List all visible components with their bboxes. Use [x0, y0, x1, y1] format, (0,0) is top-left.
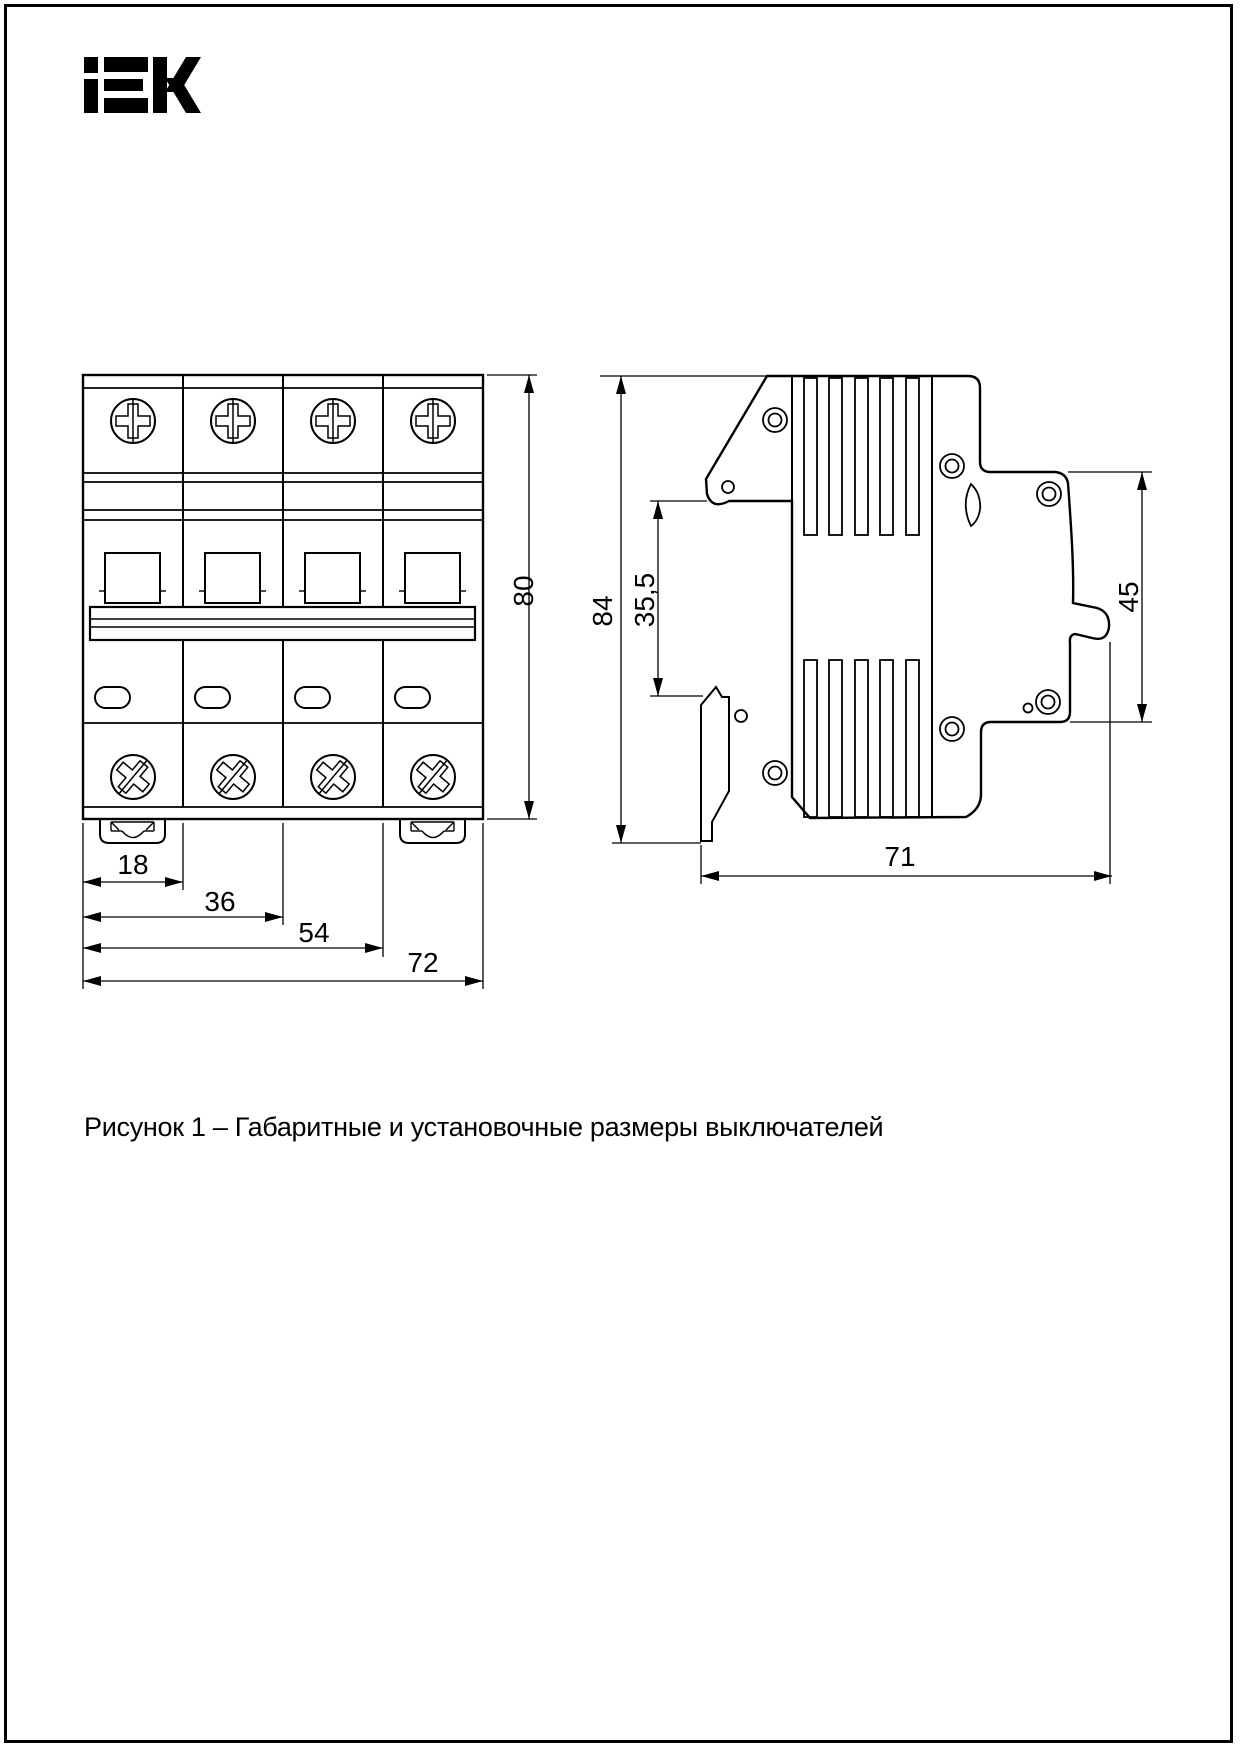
toggle-tie-bar	[90, 607, 475, 640]
dimension-label-54: 54	[298, 917, 330, 948]
din-latch	[701, 687, 729, 841]
dimension-label-84: 84	[586, 595, 618, 627]
side-view-dimensions	[587, 376, 1152, 884]
dimension-label-80: 80	[507, 575, 539, 607]
vent-fins-top	[804, 378, 919, 535]
rivets	[722, 408, 1061, 785]
dimension-label-18: 18	[117, 849, 149, 880]
side-view-drawing	[701, 376, 1109, 841]
figure-caption: Рисунок 1 – Габаритные и установочные размеры выключателей	[84, 1112, 884, 1142]
dimension-label-35-5: 35,5	[628, 572, 660, 628]
front-view-dimensions	[83, 375, 539, 989]
front-view-drawing	[83, 375, 483, 843]
curved-slot	[966, 484, 980, 526]
pole-dividers	[183, 375, 383, 807]
marking-windows	[95, 687, 430, 708]
vent-fins-bottom	[804, 660, 919, 817]
iek-logo	[84, 57, 201, 113]
dimension-label-45: 45	[1112, 581, 1144, 613]
dimension-label-72: 72	[407, 947, 439, 978]
dimension-label-71: 71	[884, 841, 916, 872]
dimension-label-36: 36	[204, 886, 236, 917]
